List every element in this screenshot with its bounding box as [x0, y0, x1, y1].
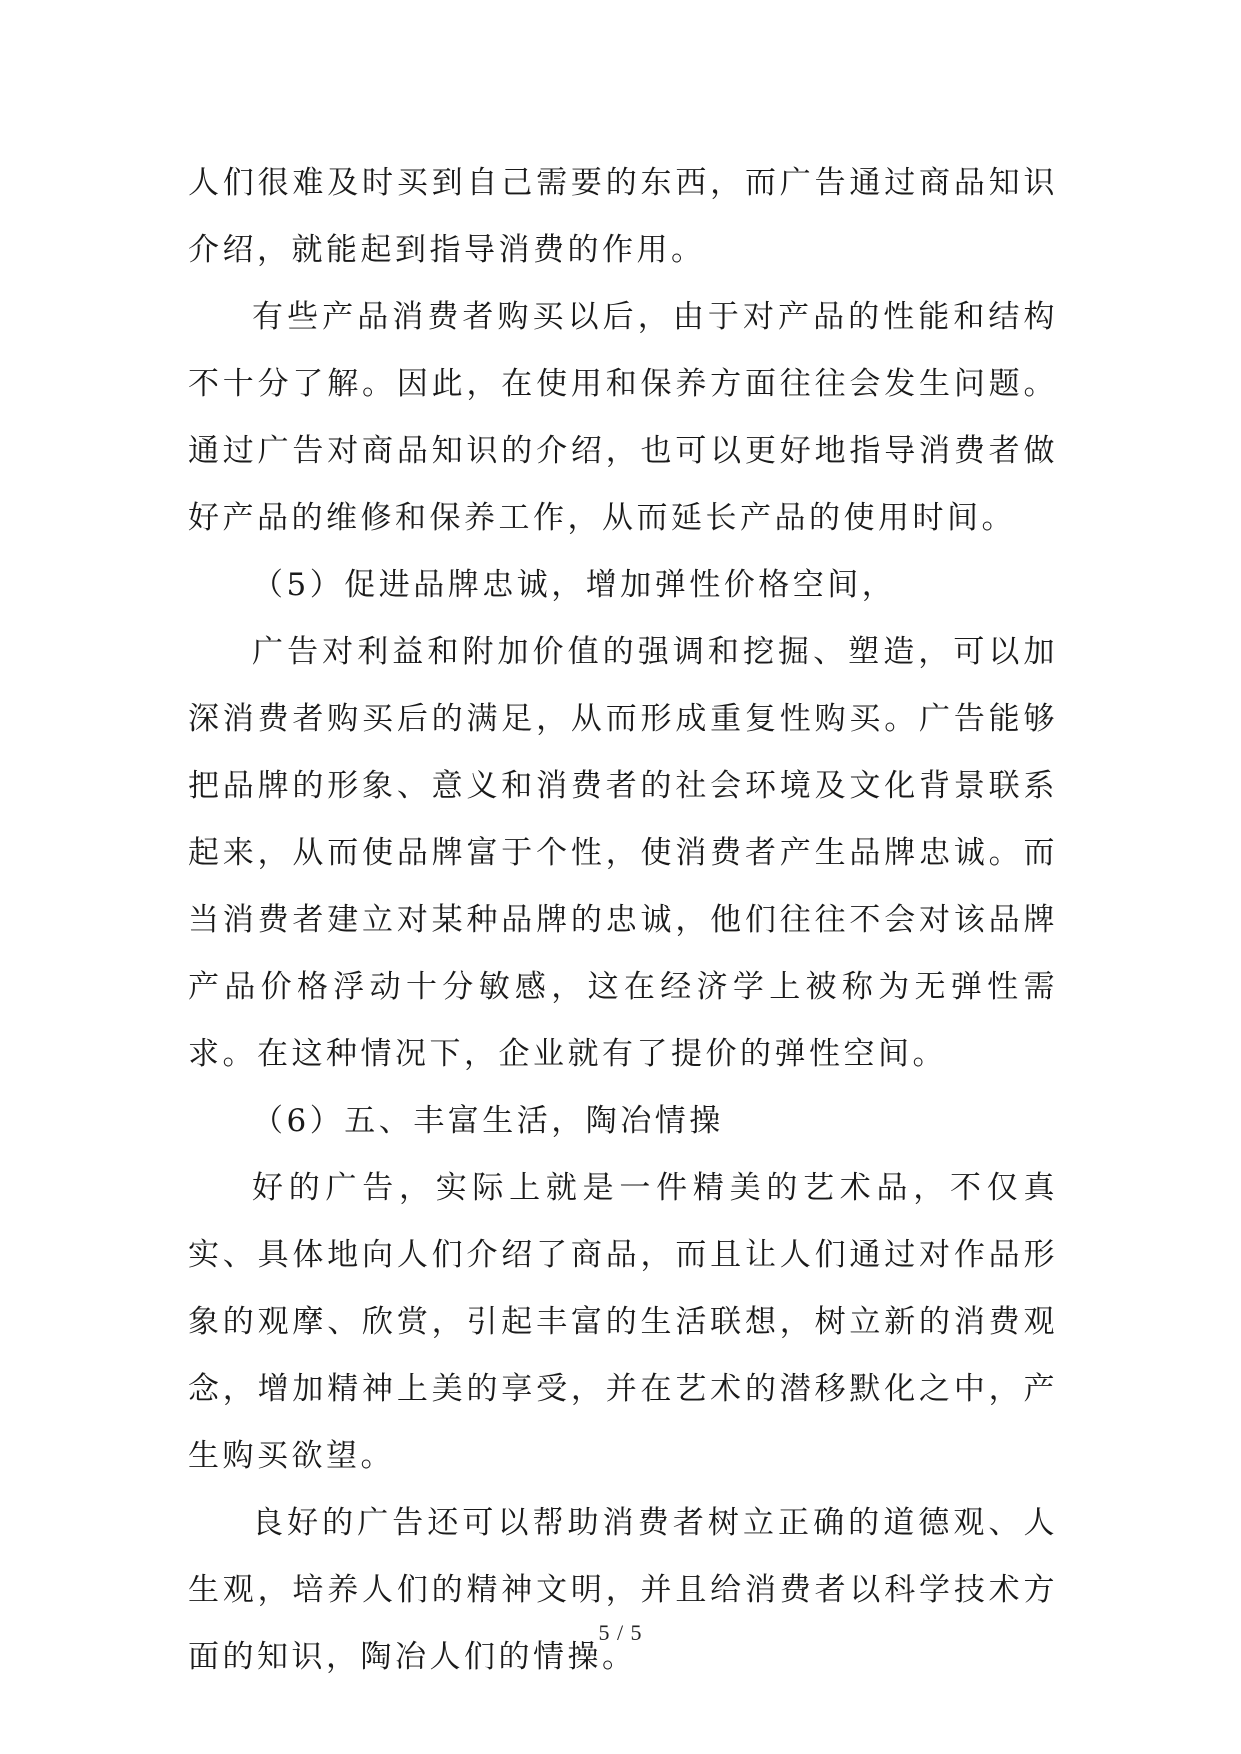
paragraph-brand-loyalty: 广告对利益和附加价值的强调和挖掘、塑造，可以加深消费者购买后的满足，从而形成重复性购买。广告能够把品牌的形象、意义和消费者的社会环境及文化背景联系起来，从而使品牌富于个性，使消费者产生品牌忠诚。而当消费者建立对某种品牌的忠诚，他们往往不会对该品牌产品价格浮动十分敏感，这在经济学上被称为无弹性需求。在这种情况下，企业就有了提价的弹性空间。: [188, 634, 1058, 1072]
page-number: 5 / 5: [598, 1620, 643, 1645]
section-heading-5: （5）促进品牌忠诚，增加弹性价格空间，: [252, 567, 897, 603]
paragraph-art-appreciation: 好的广告，实际上就是一件精美的艺术品，不仅真实、具体地向人们介绍了商品，而且让人们通过对作品形象的观摩、欣赏，引起丰富的生活联想，树立新的消费观念，增加精神上美的享受，并在艺术的潜移默化之中，产生购买欲望。: [188, 1170, 1058, 1474]
paragraph-moral-education: 良好的广告还可以帮助消费者树立正确的道德观、人生观，培养人们的精神文明，并且给消费者以科学技术方面的知识，陶冶人们的情操。: [188, 1505, 1058, 1675]
paragraph-product-maintenance: 有些产品消费者购买以后，由于对产品的性能和结构不十分了解。因此，在使用和保养方面往往会发生问题。通过广告对商品知识的介绍，也可以更好地指导消费者做好产品的维修和保养工作，从而延长产品的使用时间。: [188, 299, 1058, 536]
section-heading-6: （6）五、丰富生活，陶冶情操: [252, 1103, 724, 1139]
body-text: [188, 150, 1058, 1691]
paragraph-continuation: 人们很难及时买到自己需要的东西，而广告通过商品知识介绍，就能起到指导消费的作用。: [188, 165, 1058, 268]
